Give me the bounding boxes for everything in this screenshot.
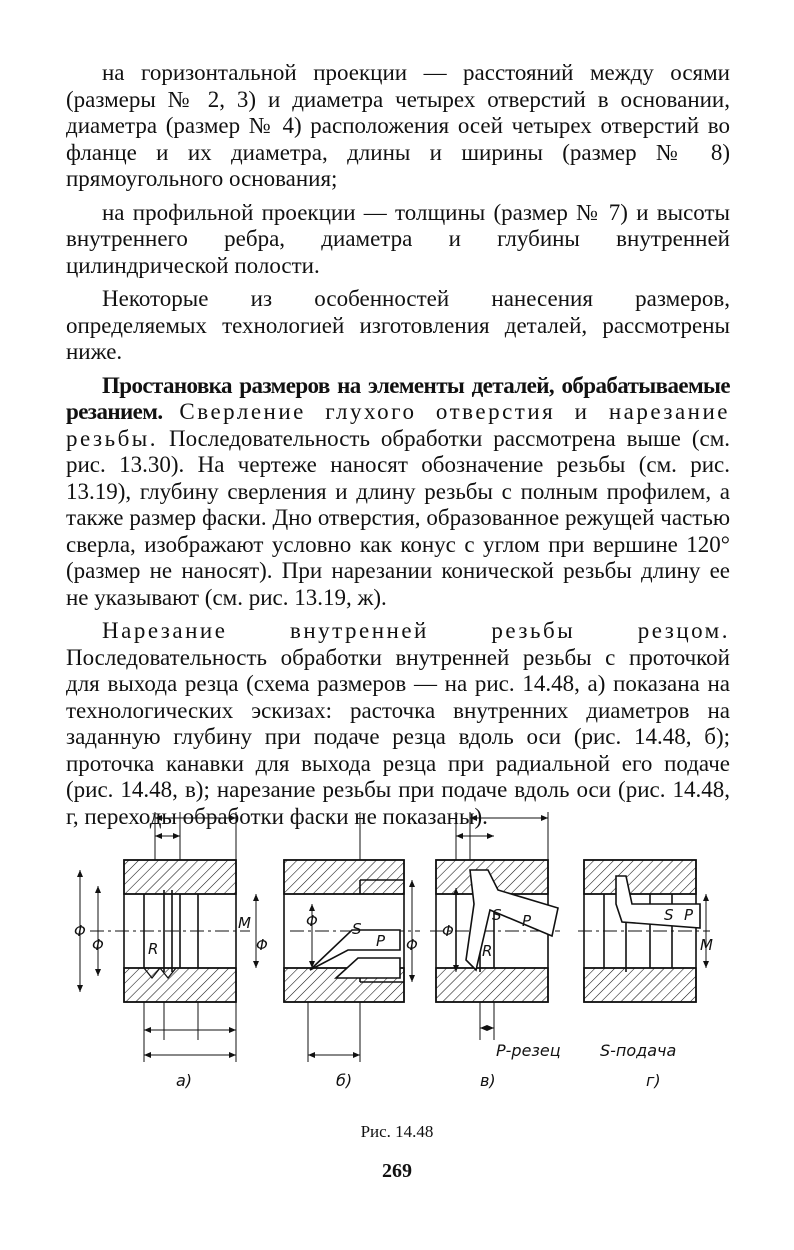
paragraph-5: [66, 618, 730, 830]
label-a: а): [176, 1071, 193, 1090]
paragraph-5-text: Последовательность обработки внутренней резьбы с проточкой для выхода резца (схема размеров — на рис. 14.48, а) показана на технологических эскизах: расточка внутренних диаметров на заданную глубину при подаче резца вдоль оси (рис. 14.48, б); проточка канавки для выхода резца при радиальной его подаче (рис. 14.48, в); нарезание резьбы при подаче вдоль оси (рис. 14.48, г, переходы обработки фаски не показаны).: [66, 644, 730, 829]
paragraph-3: Некоторые из особенностей нанесения размеров, определяемых технологией изготовления деталей, рассмотрены ниже.: [66, 286, 730, 364]
symbol-p-b: P: [376, 932, 386, 950]
label-b: б): [336, 1071, 353, 1090]
symbol-s-v: S: [492, 906, 502, 924]
symbol-s-b: S: [352, 920, 362, 938]
paragraph-1: на горизонтальной проекции — расстояний между осями (размеры № 2, 3) и диаметра четырех отверстий в основании, диаметра (размер № 4) расположения осей четырех отверстий во фланце и их диаметра, длины и ширины (размер № 8) прямоугольного основания;: [66, 60, 730, 191]
legend-feed: S-подача: [600, 1041, 677, 1060]
paragraph-4: [66, 373, 730, 612]
legend-cutter: Р-резец: [496, 1041, 561, 1060]
figure-14-48: [60, 800, 740, 1120]
symbol-r-a: R: [148, 940, 159, 958]
symbol-r-v: R: [482, 942, 493, 960]
subheading-cutting: Нарезание внутренней резьбы резцом.: [102, 618, 730, 643]
symbol-phi-b2: Φ: [406, 936, 418, 954]
symbol-s-g: S: [664, 906, 674, 924]
symbol-phi-a3: Φ: [256, 936, 268, 954]
symbol-phi-b1: Φ: [306, 912, 318, 930]
figure-drawing: [60, 800, 740, 1120]
paragraph-4-text: Последовательность обработки рассмотрена выше (см. рис. 13.30). На чертеже наносят обозначение резьбы (см. рис. 13.19), глубину сверления и длину резьбы с полным профилем, а также размер фаски. Дно отверстия, образованное режущей частью сверла, изображают условно как конус с углом при вершине 120° (размер не наносят). При нарезании конической резьбы длину ее не указывают (см. рис. 13.19, ж).: [66, 425, 731, 610]
symbol-m-a: M: [238, 914, 251, 932]
sketch-a: [80, 812, 256, 1062]
subheading-drilling: Сверление глухого отверстия и нарезание резьбы.: [66, 399, 730, 451]
label-g: г): [646, 1071, 661, 1090]
sketch-g: [578, 860, 710, 1002]
symbol-m-g: M: [700, 936, 713, 954]
section-heading: Простановка размеров на элементы деталей, обрабатываемые резанием.: [66, 372, 730, 424]
paragraph-2: на профильной проекции — толщины (размер № 7) и высоты внутреннего ребра, диаметра и глубины внутренней цилиндрической полости.: [66, 199, 730, 278]
body-text: [66, 60, 730, 837]
page-number: 269: [382, 1160, 412, 1182]
label-v: в): [480, 1071, 496, 1090]
symbol-phi-a2: Φ: [92, 936, 104, 954]
symbol-phi-v: Φ: [442, 922, 454, 940]
symbol-p-g: P: [684, 906, 694, 924]
symbol-phi-a1: Φ: [74, 922, 86, 940]
symbol-p-v: P: [522, 912, 532, 930]
figure-caption: Рис. 14.48: [360, 1122, 434, 1141]
